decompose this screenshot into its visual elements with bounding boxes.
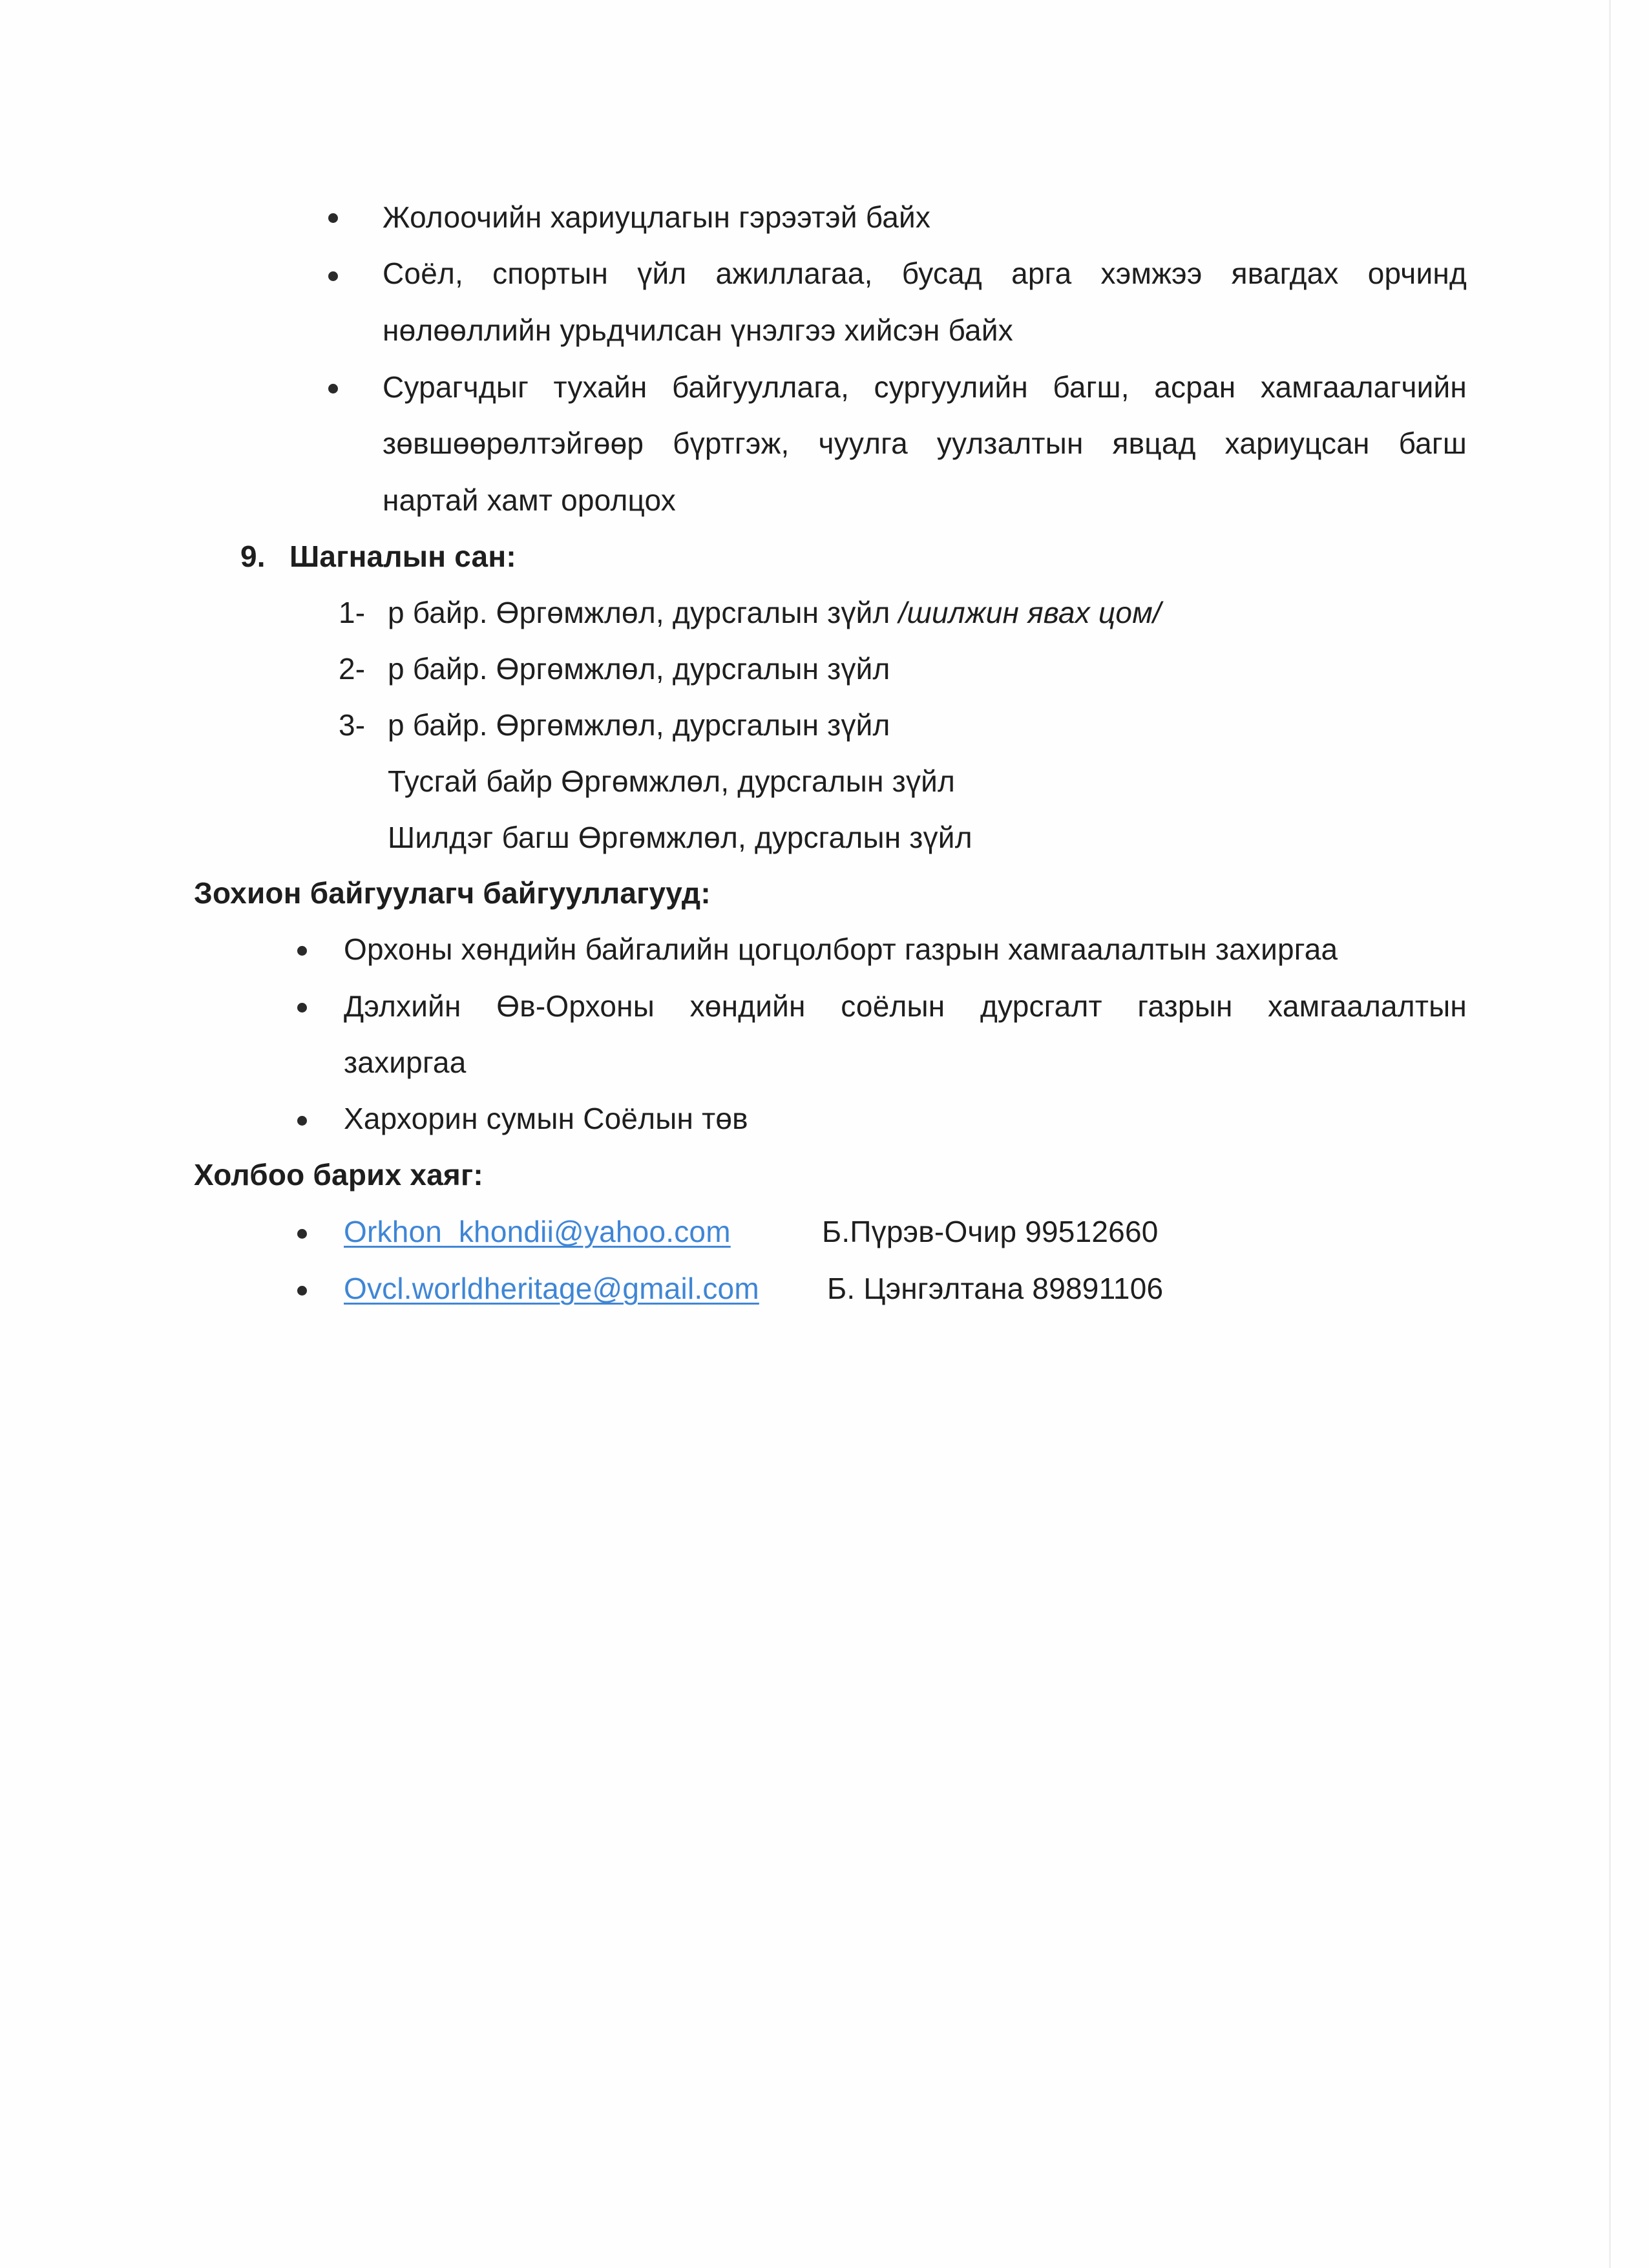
prize-note: /шилжин явах цом/ bbox=[898, 596, 1161, 629]
section-number: 9. bbox=[240, 540, 266, 573]
bullet-icon bbox=[297, 1116, 307, 1126]
prize-text: р байр. Өргөмжлөл, дурсгалын зүйл bbox=[388, 708, 890, 742]
organizer-line: Хархорин сумын Соёлын төв bbox=[344, 1102, 748, 1135]
prize-text: р байр. Өргөмжлөл, дурсгалын зүйл bbox=[388, 652, 890, 686]
bullet-icon bbox=[297, 1229, 307, 1239]
requirement-line: зөвшөөрөлтэйгөөр бүртгэж, чуулга уулзалтын явцад хариуцсан багш bbox=[383, 426, 1467, 460]
requirement-line: нартай хамт оролцох bbox=[383, 483, 676, 517]
contact-email-wrap bbox=[344, 1212, 731, 1251]
contact-person: Б.Пүрэв-Очир 99512660 bbox=[822, 1215, 1159, 1248]
contacts-title: Холбоо барих хаяг: bbox=[194, 1158, 483, 1192]
bullet-icon bbox=[297, 946, 307, 956]
prize-text bbox=[388, 593, 1161, 632]
prize-text: Шилдэг багш Өргөмжлөл, дурсгалын зүйл bbox=[388, 821, 972, 854]
scan-edge bbox=[1609, 0, 1611, 2268]
prize-marker: 2- bbox=[339, 652, 366, 686]
contact-email-link[interactable]: Orkhon_khondii@yahoo.com bbox=[344, 1215, 731, 1248]
bullet-icon bbox=[328, 271, 338, 281]
prize-marker: 1- bbox=[339, 596, 366, 629]
bullet-icon bbox=[297, 1286, 307, 1296]
prize-description: р байр. Өргөмжлөл, дурсгалын зүйл bbox=[388, 596, 899, 629]
requirement-line: Соёл, спортын үйл ажиллагаа, бусад арга хэмжээ явагдах орчинд bbox=[383, 257, 1467, 290]
organizer-line: Дэлхийн Өв-Орхоны хөндийн соёлын дурсгалт газрын хамгаалалтын bbox=[344, 989, 1467, 1023]
section-title: Шагналын сан: bbox=[289, 540, 516, 573]
bullet-icon bbox=[328, 384, 338, 394]
organizer-line: захиргаа bbox=[344, 1045, 467, 1079]
prize-marker: 3- bbox=[339, 708, 366, 742]
organizer-line: Орхоны хөндийн байгалийн цогцолборт газрын хамгаалалтын захиргаа bbox=[344, 932, 1338, 966]
requirement-line: нөлөөллийн урьдчилсан үнэлгээ хийсэн байх bbox=[383, 313, 1013, 347]
requirement-line: Жолоочийн хариуцлагын гэрээтэй байх bbox=[383, 200, 931, 234]
bullet-icon bbox=[328, 213, 338, 223]
organizers-title: Зохион байгуулагч байгууллагууд: bbox=[194, 876, 711, 910]
contact-email-wrap bbox=[344, 1269, 759, 1308]
prize-text: Тусгай байр Өргөмжлөл, дурсгалын зүйл bbox=[388, 764, 956, 798]
requirement-line: Сурагчдыг тухайн байгууллага, сургуулийн багш, асран хамгаалагчийн bbox=[383, 370, 1467, 404]
bullet-icon bbox=[297, 1003, 307, 1013]
contact-person: Б. Цэнгэлтана 89891106 bbox=[827, 1272, 1164, 1305]
contact-email-link[interactable]: Ovcl.worldheritage@gmail.com bbox=[344, 1272, 759, 1305]
